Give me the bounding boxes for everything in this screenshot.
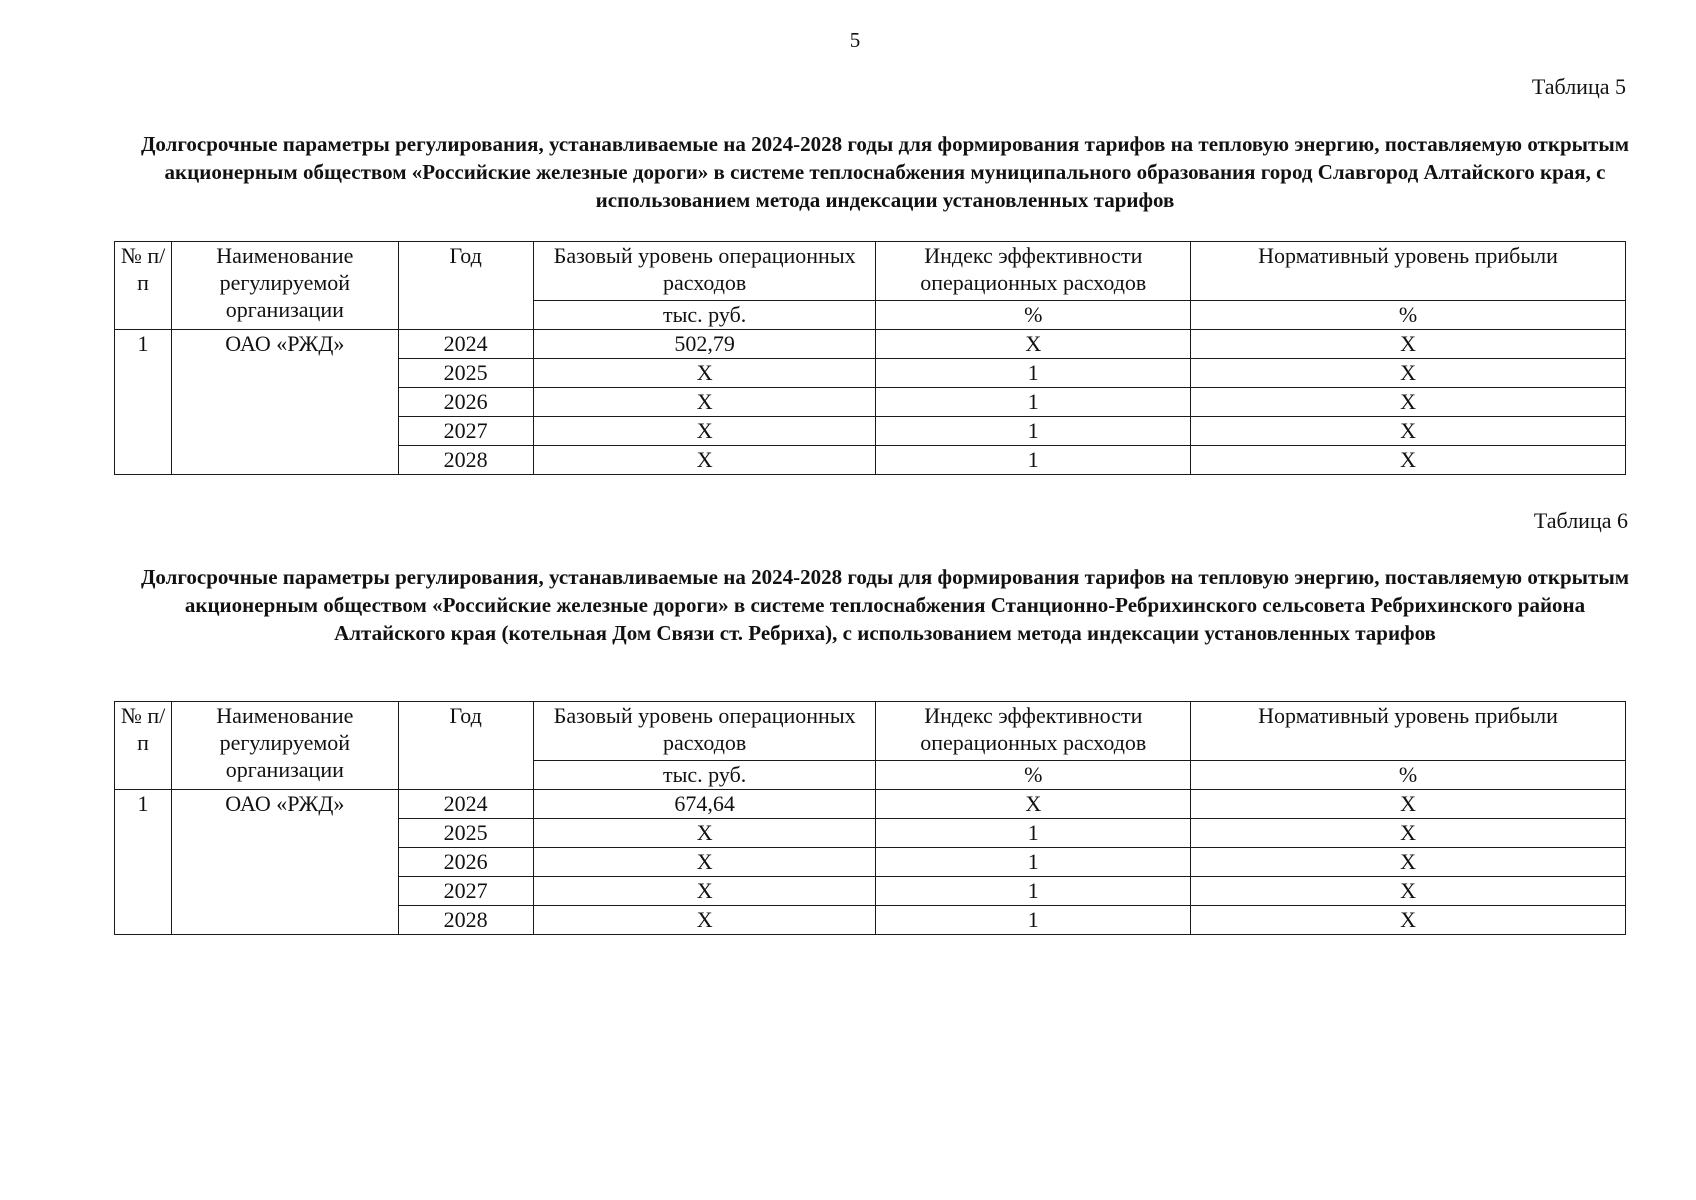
table-caption: Таблица 5 — [1531, 74, 1626, 99]
header-profit: Нормативный уровень прибыли — [1191, 242, 1626, 301]
base-cell: X — [533, 819, 876, 848]
header-year: Год — [398, 702, 533, 790]
profit-cell: X — [1191, 790, 1626, 819]
profit-cell: X — [1191, 819, 1626, 848]
base-cell: X — [533, 848, 876, 877]
unit-index: % — [876, 761, 1191, 790]
table-caption: Таблица 6 — [1533, 508, 1628, 533]
base-cell: X — [533, 388, 876, 417]
index-cell: 1 — [876, 848, 1191, 877]
index-cell: X — [876, 330, 1191, 359]
base-cell: X — [533, 877, 876, 906]
unit-base: тыс. руб. — [533, 301, 876, 330]
header-org: Наименование регулируемой организации — [172, 242, 398, 330]
year-cell: 2025 — [398, 819, 533, 848]
index-cell: 1 — [876, 359, 1191, 388]
index-cell: 1 — [876, 819, 1191, 848]
profit-cell: X — [1191, 359, 1626, 388]
org-name: ОАО «РЖД» — [172, 790, 398, 935]
base-cell: X — [533, 359, 876, 388]
header-profit: Нормативный уровень прибыли — [1191, 702, 1626, 761]
index-cell: 1 — [876, 877, 1191, 906]
year-cell: 2025 — [398, 359, 533, 388]
row-num: 1 — [115, 330, 172, 475]
page-number: 5 — [849, 28, 861, 52]
header-index: Индекс эффективности операционных расходов — [876, 702, 1191, 761]
header-base: Базовый уровень операционных расходов — [533, 242, 876, 301]
year-cell: 2024 — [398, 330, 533, 359]
unit-profit: % — [1191, 761, 1626, 790]
base-cell: X — [533, 417, 876, 446]
parameters-table — [114, 701, 1626, 935]
header-num: № п/п — [115, 702, 172, 790]
year-cell: 2026 — [398, 388, 533, 417]
year-cell: 2024 — [398, 790, 533, 819]
year-cell: 2026 — [398, 848, 533, 877]
index-cell: 1 — [876, 388, 1191, 417]
unit-base: тыс. руб. — [533, 761, 876, 790]
header-year: Год — [398, 242, 533, 330]
index-cell: 1 — [876, 417, 1191, 446]
header-index: Индекс эффективности операционных расходов — [876, 242, 1191, 301]
base-cell: X — [533, 906, 876, 935]
profit-cell: X — [1191, 877, 1626, 906]
table-title: Долгосрочные параметры регулирования, устанавливаемые на 2024-2028 годы для формирования тарифов на тепловую энергию, поставляемую открытым акционерным обществом «Российские железные дороги» в системе теплоснабжения муниципального образования город Славгород Алтайского края, с использованием метода индексации установленных тарифов — [140, 132, 1630, 212]
base-cell: 674,64 — [533, 790, 876, 819]
row-num: 1 — [115, 790, 172, 935]
profit-cell: X — [1191, 906, 1626, 935]
header-org: Наименование регулируемой организации — [172, 702, 398, 790]
table-title: Долгосрочные параметры регулирования, устанавливаемые на 2024-2028 годы для формирования тарифов на тепловую энергию, поставляемую открытым акционерным обществом «Российские железные дороги» в системе теплоснабжения Станционно-Ребрихинского сельсовета Ребрихинского района Алтайского края (котельная Дом Связи ст. Ребриха), с использованием метода индексации установленных тарифов — [140, 565, 1630, 645]
unit-profit: % — [1191, 301, 1626, 330]
profit-cell: X — [1191, 417, 1626, 446]
profit-cell: X — [1191, 446, 1626, 475]
index-cell: X — [876, 790, 1191, 819]
parameters-table — [114, 241, 1626, 475]
table-row — [115, 330, 1626, 359]
header-num: № п/п — [115, 242, 172, 330]
profit-cell: X — [1191, 848, 1626, 877]
year-cell: 2028 — [398, 446, 533, 475]
unit-index: % — [876, 301, 1191, 330]
index-cell: 1 — [876, 446, 1191, 475]
table-row — [115, 790, 1626, 819]
profit-cell: X — [1191, 388, 1626, 417]
org-name: ОАО «РЖД» — [172, 330, 398, 475]
year-cell: 2027 — [398, 417, 533, 446]
base-cell: 502,79 — [533, 330, 876, 359]
header-base: Базовый уровень операционных расходов — [533, 702, 876, 761]
year-cell: 2028 — [398, 906, 533, 935]
base-cell: X — [533, 446, 876, 475]
profit-cell: X — [1191, 330, 1626, 359]
year-cell: 2027 — [398, 877, 533, 906]
index-cell: 1 — [876, 906, 1191, 935]
